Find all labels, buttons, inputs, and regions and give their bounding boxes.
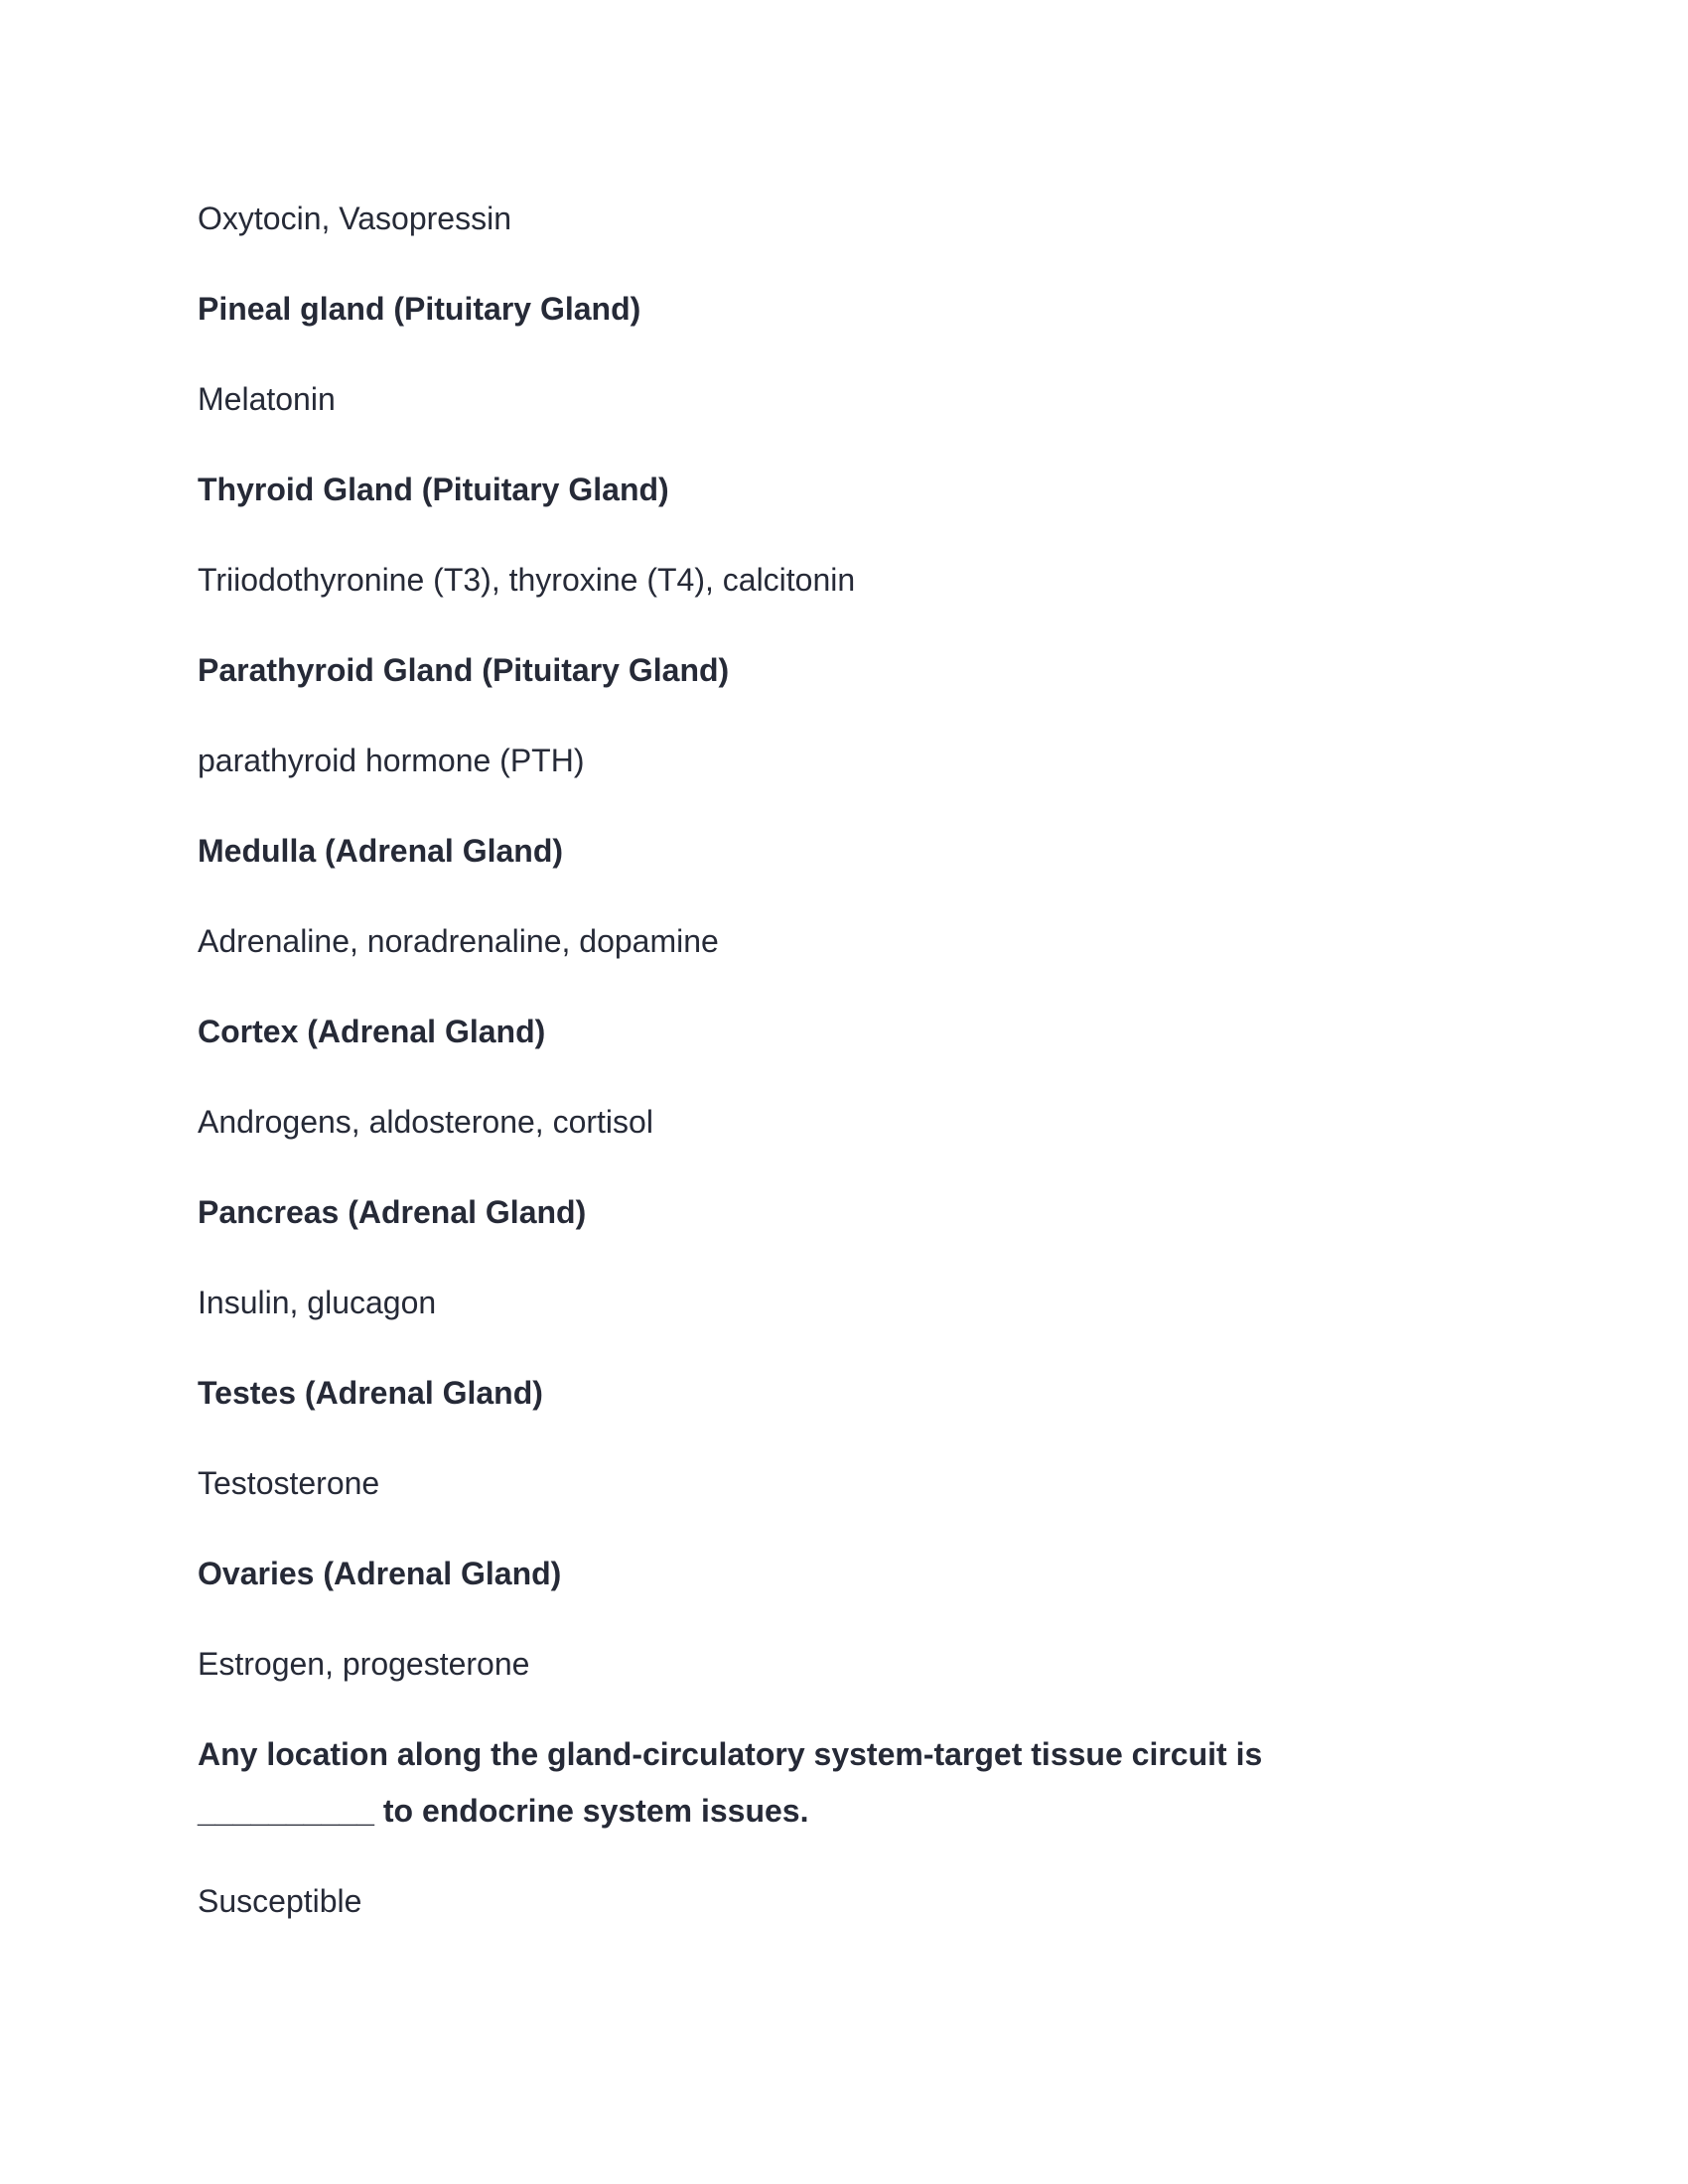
answer-text: Oxytocin, Vasopressin (198, 201, 511, 236)
answer-text: Androgens, aldosterone, cortisol (198, 1104, 653, 1140)
answer-text: parathyroid hormone (PTH) (198, 743, 585, 778)
answer-text: Melatonin (198, 381, 336, 417)
question-heading: Any location along the gland-circulatory system-target tissue circuit is __________ to endocrine system issues. (198, 1736, 1263, 1829)
answer-text: Estrogen, progesterone (198, 1646, 530, 1682)
document-page (198, 191, 1409, 1964)
answer-text: Susceptible (198, 1883, 362, 1919)
question-heading: Testes (Adrenal Gland) (198, 1375, 543, 1411)
question-heading: Ovaries (Adrenal Gland) (198, 1556, 562, 1591)
answer-text: Testosterone (198, 1465, 380, 1501)
question-heading: Cortex (Adrenal Gland) (198, 1014, 546, 1049)
answer-text: Adrenaline, noradrenaline, dopamine (198, 923, 719, 959)
question-heading: Medulla (Adrenal Gland) (198, 833, 564, 869)
answer-text: Triiodothyronine (T3), thyroxine (T4), calcitonin (198, 562, 856, 598)
answer-text: Insulin, glucagon (198, 1285, 437, 1320)
question-heading: Pancreas (Adrenal Gland) (198, 1194, 587, 1230)
question-heading: Pineal gland (Pituitary Gland) (198, 291, 641, 327)
question-heading: Parathyroid Gland (Pituitary Gland) (198, 652, 730, 688)
question-heading: Thyroid Gland (Pituitary Gland) (198, 472, 669, 507)
